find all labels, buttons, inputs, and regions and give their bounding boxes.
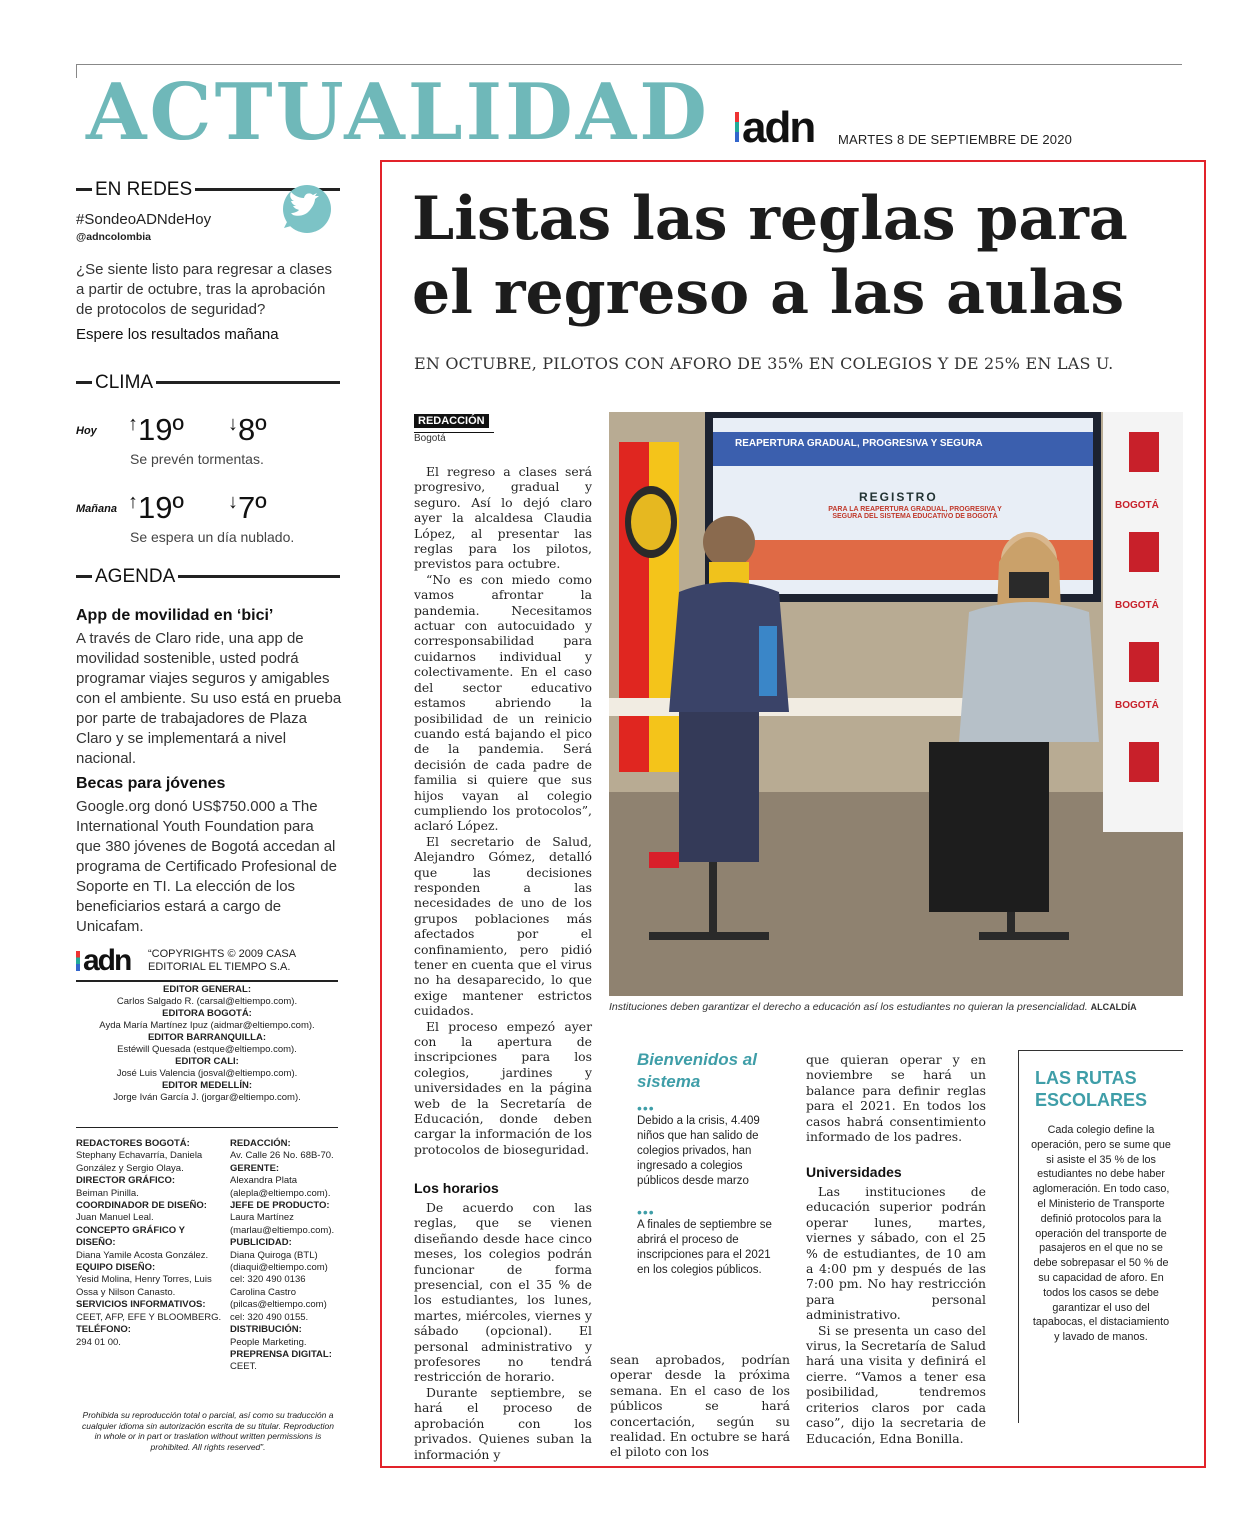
- issue-date: MARTES 8 DE SEPTIEMBRE DE 2020: [838, 132, 1073, 147]
- screen-title: REAPERTURA GRADUAL, PROGRESIVA Y SEGURA: [735, 438, 983, 449]
- agenda-item-title: App de movilidad en ‘bici’: [76, 607, 274, 624]
- editors-list: EDITOR GENERAL: Carlos Salgado R. (carsal@eltiempo.com). EDITORA BOGOTÁ: Ayda María Martínez Ipuz (aidmar@eltiempo.com). EDITOR BARRANQUILLA: Estéwill Quesada (estque@eltiempo.com). EDITOR CALI: José Luis Valencia (josval@eltiempo.com). EDITOR MEDELLÍN: Jorge Iván García J. (jorgar@eltiempo.com).: [99, 984, 315, 1103]
- article-photo: [609, 412, 1183, 996]
- en-redes-label: EN REDES: [92, 180, 195, 199]
- weather-desc-tomorrow: Se espera un día nublado.: [130, 529, 295, 545]
- staff-right: REDACCIÓN: Av. Calle 26 No. 68B-70. GERENTE: Alexandra Plata (alepla@eltiempo.com). JEFE DE PRODUCTO: Laura Martínez (marlau@eltiempo.com). PUBLICIDAD: Diana Quiroga (BTL) (diaqui@eltiempo.com) cel: 320 490 0136 Carolina Castro (pilcas@eltiempo.com) cel: 320 490 0155. DISTRIBUCIÓN: People Marketing. PREPRENSA DIGITAL: CEET.: [230, 1138, 335, 1373]
- article-column-1: El regreso a clases será progresivo, gradual y seguro. Así lo dejó claro ayer la alcaldesa Claudia López, al presentar las reglas para los pilotos, previstos para octubre. “No es con miedo como vamos afrontar la pandemia. Necesitamos actuar con autocuidado y corresponsabilidad para cuidarnos individual y colectivamente. En el caso del sector educativo estamos abriendo la posibilidad de un reinicio cuando está bajando el pico de la pandemia. Será decisión de cada padre de familia si quiere que sus hijos vayan al colegio cumpliendo los protocolos”, aclaró López. El secretario de Salud, Alejandro Gómez, detalló que las decisiones responden a las necesidades de uno de los grupos poblaciones más afectados por el confinamiento, pero pidió tener en cuenta que el virus no ha desaparecido, lo que exige mantener estrictos cuidados. El proceso empezó ayer con la apertura de inscripciones para los colegios, jardines y universidades en la página web de la Secretaría de Educación, donde deben cargar la información de los protocolos de bioseguridad.: [414, 464, 592, 1157]
- weather-desc-today: Se prevén tormentas.: [130, 451, 264, 467]
- article-column-3: Las instituciones de educación superior podrán operar lunes, martes, viernes y sábado, con el 25 % de estudiantes, de 10 am a 4:00 pm y después de las 7:00 pm. No hay restricción para personal administrativo. Si se presenta un caso del virus, la Secretaría de Salud hará una visita y definirá el cierre. “Vamos a tener esa posibilidad, tendremos criterios claros por cada caso”, dijo la secretaria de Educación, Edna Bonilla.: [806, 1184, 986, 1446]
- adn-logo: [735, 103, 815, 152]
- poll-question: ¿Se siente listo para regresar a clases a partir de octubre, tras la aprobación de protocolos de seguridad?: [76, 261, 332, 318]
- twitter-icon: [276, 184, 334, 234]
- pull-item: Debido a la crisis, 4.409 niños que han salido de colegios privados, han ingresado a colegios públicos desde marzo: [637, 1115, 760, 1187]
- weather-high-today: ↑19º: [128, 412, 184, 447]
- dots-icon: •••: [637, 1204, 655, 1220]
- weather-day-tomorrow: Mañana: [76, 503, 117, 515]
- photo-caption: Instituciones deben garantizar el derecho a educación así los estudiantes no quieran la presencialidad. ALCALDÍA: [609, 1001, 1137, 1013]
- sidebar-box: [1018, 1050, 1183, 1423]
- bogota-banner-text: BOGOTÁ: [1115, 500, 1159, 511]
- logo-dots-icon: [735, 112, 739, 142]
- adn-logo-text: adn: [742, 103, 815, 152]
- weather-day-today: Hoy: [76, 425, 97, 437]
- byline-city: Bogotá: [414, 432, 494, 444]
- section-title: ACTUALIDAD: [86, 67, 710, 158]
- headline: Listas las reglas para el regreso a las aulas: [412, 184, 1128, 328]
- agenda-item-text: Google.org donó US$750.000 a The International Youth Foundation para que 380 jóvenes de Bogotá accedan al programa de Certificado Profesional de Soporte en TI. La elección de los beneficiarios estará a cargo de Unicafam.: [76, 798, 337, 935]
- top-rule-tick: [76, 64, 77, 78]
- weather-low-today: ↓8º: [228, 412, 267, 447]
- bogota-banner-text: BOGOTÁ: [1115, 700, 1159, 711]
- dots-icon: •••: [637, 1100, 655, 1116]
- staff-left: REDACTORES BOGOTÁ: Stephany Echavarría, Daniela González y Sergio Olaya. DIRECTOR GRÁFICO: Beiman Pinilla. COORDINADOR DE DISEÑO: Juan Manuel Leal. CONCEPTO GRÁFICO Y DISEÑO: Diana Yamile Acosta González. EQUIPO DISEÑO: Yesid Molina, Henry Torres, Luis Ossa y Nilson Canasto. SERVICIOS INFORMATIVOS: CEET, AFP, EFE Y BLOOMBERG. TELÉFONO: 294 01 00.: [76, 1138, 222, 1348]
- screen-subtitle: PARA LA REAPERTURA GRADUAL, PROGRESIVA Y SEGURA DEL SISTEMA EDUCATIVO DE BOGOTÁ: [828, 506, 1002, 520]
- agenda-item-text: A través de Claro ride, una app de movilidad sostenible, usted podrá programar viajes seguros y amigables con el ambiente. Su uso está en prueba por parte de trabajadores de Plaza Claro y se implementará a nivel nacional.: [76, 630, 342, 767]
- legal-notice: Prohibida su reproducción total o parcial, así como su traducción a cualquier idioma sin autorización escrita de su titular. Reproduction in whole or in part or traslation without written permissions is prohibited. All rights reserved”.: [82, 1410, 334, 1452]
- agenda-label: AGENDA: [92, 567, 178, 586]
- masthead-rule: [76, 1127, 338, 1128]
- box-title: LAS RUTAS ESCOLARES: [1035, 1068, 1148, 1110]
- logo-dots-icon: [76, 951, 80, 971]
- agenda-item-title: Becas para jóvenes: [76, 775, 226, 792]
- pull-title: Bienvenidos al sistema: [637, 1050, 757, 1091]
- pull-item: A finales de septiembre se abrirá el proceso de inscripciones para el 2021 en los colegios públicos.: [637, 1219, 772, 1276]
- bogota-banner-text: BOGOTÁ: [1115, 600, 1159, 611]
- article-column-2: sean aprobados, podrían operar desde la próxima semana. En el caso de los públicos se hará concertación, según su realidad. En octubre se hará el piloto con los: [610, 1352, 790, 1460]
- subhead-horarios: Los horarios: [414, 1180, 499, 1196]
- byline: REDACCIÓN: [414, 414, 489, 428]
- masthead-logo: adn: [76, 946, 130, 976]
- hashtag: #SondeoADNdeHoy: [76, 211, 212, 228]
- top-rule: [76, 64, 1182, 65]
- clima-label: CLIMA: [92, 373, 156, 392]
- weather-low-tomorrow: ↓7º: [228, 490, 267, 525]
- subhead-universidades: Universidades: [806, 1164, 902, 1180]
- article-column-3-top: que quieran operar y en noviembre se hará un balance para definir reglas para el 2021. En todos los casos habrá consentimiento informado de los padres.: [806, 1052, 986, 1145]
- masthead-rule: [76, 980, 338, 982]
- copyright: “COPYRIGHTS © 2009 CASA EDITORIAL EL TIEMPO S.A.: [148, 948, 296, 973]
- twitter-handle: @adncolombia: [76, 231, 151, 243]
- box-text: Cada colegio define la operación, pero se sume que si asiste el 35 % de los estudiantes no debe haber aglomeración. En todo caso, el Ministerio de Transporte definió protocolos para la operación del transporte de pasajeros en el que no se debe sobrepasar el 50 % de su capacidad de aforo. En todos los casos se debe garantizar el uso del tapabocas, el distaciamiento y lavado de manos.: [1031, 1124, 1171, 1344]
- screen-registro: REGISTRO: [859, 490, 938, 504]
- deck: EN OCTUBRE, PILOTOS CON AFORO DE 35% EN COLEGIOS Y DE 25% EN LAS U.: [414, 354, 1114, 373]
- article-column-1b: De acuerdo con las reglas, que se vienen diseñando desde hace cinco meses, los colegios podrán funcionar de forma presencial, con el 35 % de los estudiantes, los lunes, martes, miércoles, viernes y sábado (opcional). El personal administrativo y profesores no tendrá restricción de horario. Durante septiembre, se hará el proceso de aprobación con los privados. Quienes suban la información y: [414, 1200, 592, 1462]
- weather-high-tomorrow: ↑19º: [128, 490, 184, 525]
- poll-footer: Espere los resultados mañana: [76, 326, 279, 343]
